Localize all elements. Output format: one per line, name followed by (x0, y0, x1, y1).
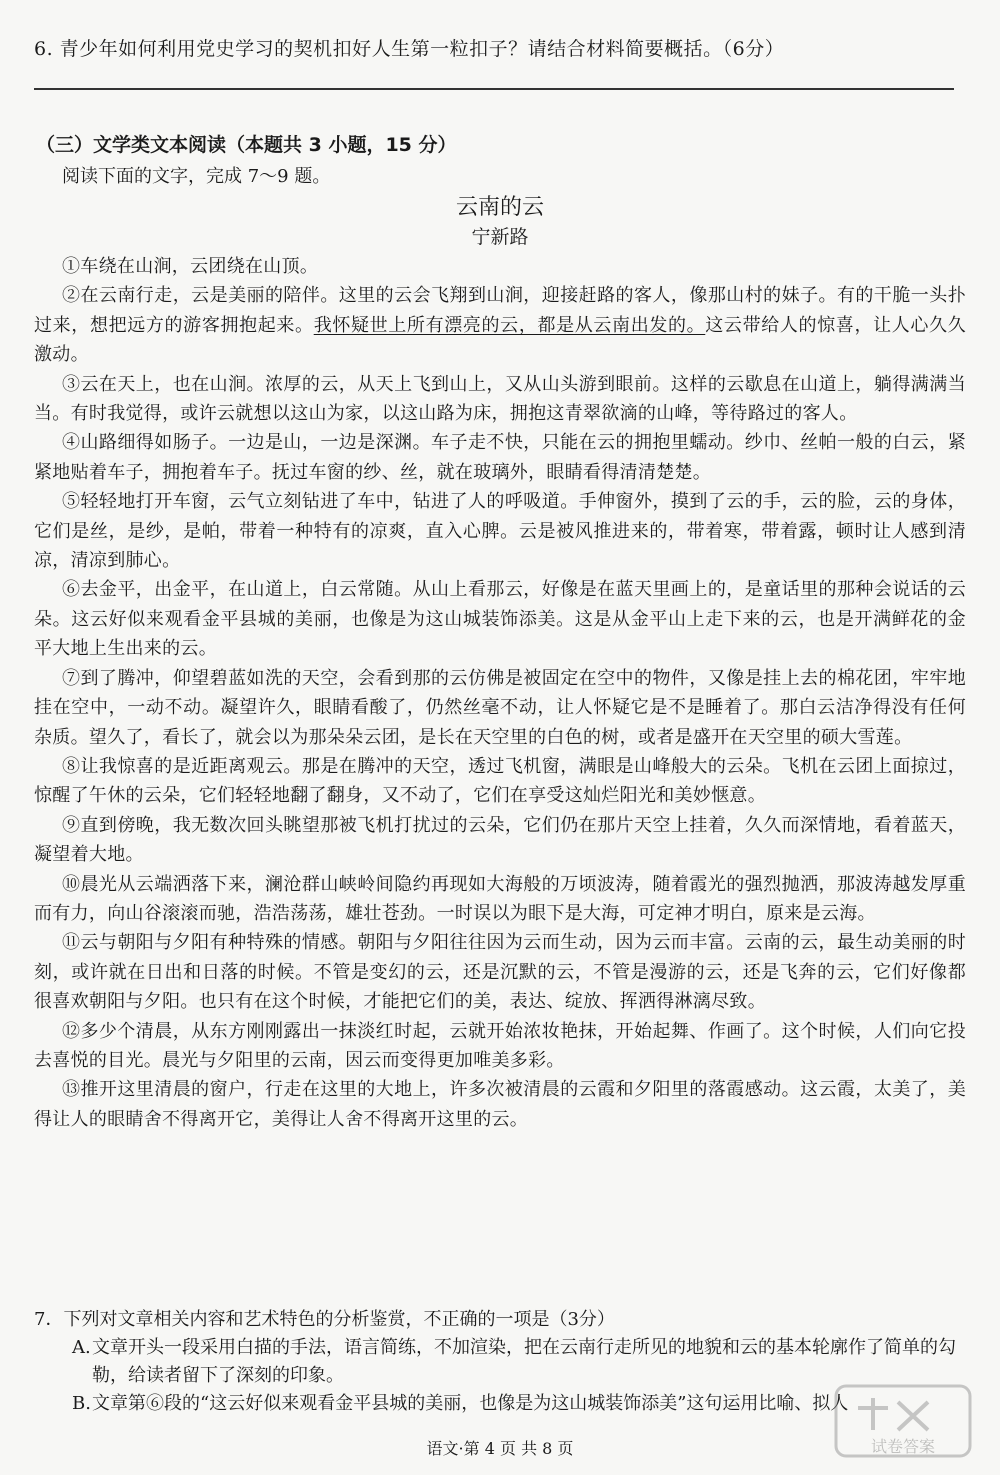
option-b-text: 文章第⑥段的“这云好似来观看金平县城的美丽，也像是为这山城装饰添美”这句运用比喻、拟人 (92, 1393, 849, 1414)
paragraph-2 (34, 281, 966, 369)
question-6: 6. 青少年如何利用党史学习的契机扣好人生第一粒扣子？请结合材料简要概括。（6分） (34, 38, 785, 60)
page-footer: 语文·第 4 页 共 8 页 (426, 1439, 574, 1458)
article-title: 云南的云 (455, 195, 544, 220)
paragraph-9: ⑨直到傍晚，我无数次回头眺望那被飞机打扰过的云朵，它们仍在那片天空上挂着，久久而深情地，看着蓝天，凝望着大地。 (34, 814, 966, 866)
paragraph-10: ⑩晨光从云端洒落下来，澜沧群山峡岭间隐约再现如大海般的万顷波涛，随着霞光的强烈抛洒，那波涛越发厚重而有力，向山谷滚滚而驰，浩浩荡荡，雄壮苍劲。一时误以为眼下是大海，可定神才明白，原来是云海。 (34, 873, 966, 924)
paragraph-2-text-b: 这云带给人的惊喜，让人心久久激动。 (34, 314, 966, 366)
paragraph-4: ④山路细得如肠子。一边是山，一边是深渊。车子走不快，只能在云的拥抱里蠕动。纱巾、丝帕一般的白云，紧紧地贴着车子，拥抱着车子。抚过车窗的纱、丝，就在玻璃外，眼睛看得清清楚楚。 (34, 432, 966, 483)
paragraph-1: ①车绕在山涧，云团绕在山顶。 (62, 256, 319, 277)
paragraph-6: ⑥去金平，出金平，在山道上，白云常随。从山上看那云，好像是在蓝天里画上的，是童话里的那种会说话的云朵。这云好似来观看金平县城的美丽，也像是为这山城装饰添美。这是从金平山上走下来的云，也是开满鲜花的金平大地上生出来的云。 (34, 579, 966, 660)
answer-line (34, 88, 954, 90)
option-a-text: 文章开头一段采用白描的手法，语言简练，不加渲染，把在云南行走所见的地貌和云的基本轮廓作了简单的勾勒，给读者留下了深刻的印象。 (92, 1337, 956, 1386)
section-title: （三）文学类文本阅读（本题共 3 小题，15 分） (36, 134, 457, 156)
paragraph-5: ⑤轻轻地打开车窗，云气立刻钻进了车中，钻进了人的呼吸道。手伸窗外，摸到了云的手，云的脸，云的身体，它们是丝，是纱，是帕，带着一种特有的凉爽，直入心脾。云是被风推进来的，带着寒，带着露，顿时让人感到清凉，清凉到肺心。 (34, 491, 966, 572)
underlined-sentence: 我怀疑世上所有漂亮的云，都是从云南出发的。 (313, 314, 706, 336)
paragraph-7: ⑦到了腾冲，仰望碧蓝如洗的天空，会看到那的云仿佛是被固定在空中的物件，又像是挂上去的棉花团，牢牢地挂在空中，一动不动。凝望许久，眼睛看酸了，仍然丝毫不动，让人怀疑它是不是睡着了。那白云洁净得没有任何杂质。望久了，看长了，就会以为那朵朵云团，是长在天空里的白色的树，或者是盛开在天空里的硕大雪莲。 (34, 667, 966, 748)
option-b-label: B. (72, 1393, 91, 1414)
option-b (34, 1390, 966, 1418)
option-a (34, 1334, 966, 1390)
question-7 (34, 1306, 966, 1418)
paragraph-2-text-a: ②在云南行走，云是美丽的陪伴。这里的云会飞翔到山涧，迎接赶路的客人，像那山村的妹子。有的干脆一头扑过来，想把远方的游客拥抱起来。 (34, 285, 966, 336)
question-7-stem: 7．下列对文章相关内容和艺术特色的分析鉴赏，不正确的一项是（3分） (34, 1309, 615, 1330)
watermark-text: 试卷答案 (870, 1437, 936, 1456)
paragraph-12: ⑫多少个清晨，从东方刚刚露出一抹淡红时起，云就开始浓妆艳抹，开始起舞、作画了。这个时候，人们向它投去喜悦的目光。晨光与夕阳里的云南，因云而变得更加唯美多彩。 (34, 1020, 966, 1071)
article-body (34, 252, 966, 1134)
article-author: 宁新路 (471, 226, 529, 248)
paragraph-13: ⑬推开这里清晨的窗户，行走在这里的大地上，许多次被清晨的云霞和夕阳里的落霞感动。这云霞，太美了，美得让人的眼睛舍不得离开它，美得让人舍不得离开这里的云。 (34, 1079, 966, 1130)
paragraph-11: ⑪云与朝阳与夕阳有种特殊的情感。朝阳与夕阳往往因为云而生动，因为云而丰富。云南的云，最生动美丽的时刻，或许就在日出和日落的时候。不管是变幻的云，还是沉默的云，不管是漫游的云，还是飞奔的云，它们好像都很喜欢朝阳与夕阳。也只有在这个时候，才能把它们的美，表达、绽放、挥洒得淋漓尽致。 (34, 932, 966, 1013)
paragraph-3: ③云在天上，也在山涧。浓厚的云，从天上飞到山上，又从山头游到眼前。这样的云歇息在山道上，躺得满满当当。有时我觉得，或许云就想以这山为家，以这山路为床，拥抱这青翠欲滴的山峰，等待路过的客人。 (34, 373, 966, 425)
section-instruction: 阅读下面的文字，完成 7～9 题。 (62, 166, 331, 187)
option-a-label: A. (72, 1337, 91, 1358)
paragraph-8: ⑧让我惊喜的是近距离观云。那是在腾冲的天空，透过飞机窗，满眼是山峰般大的云朵。飞机在云团上面掠过，惊醒了午休的云朵，它们轻轻地翻了翻身，又不动了，它们在享受这灿烂阳光和美妙惬意。 (34, 755, 966, 807)
